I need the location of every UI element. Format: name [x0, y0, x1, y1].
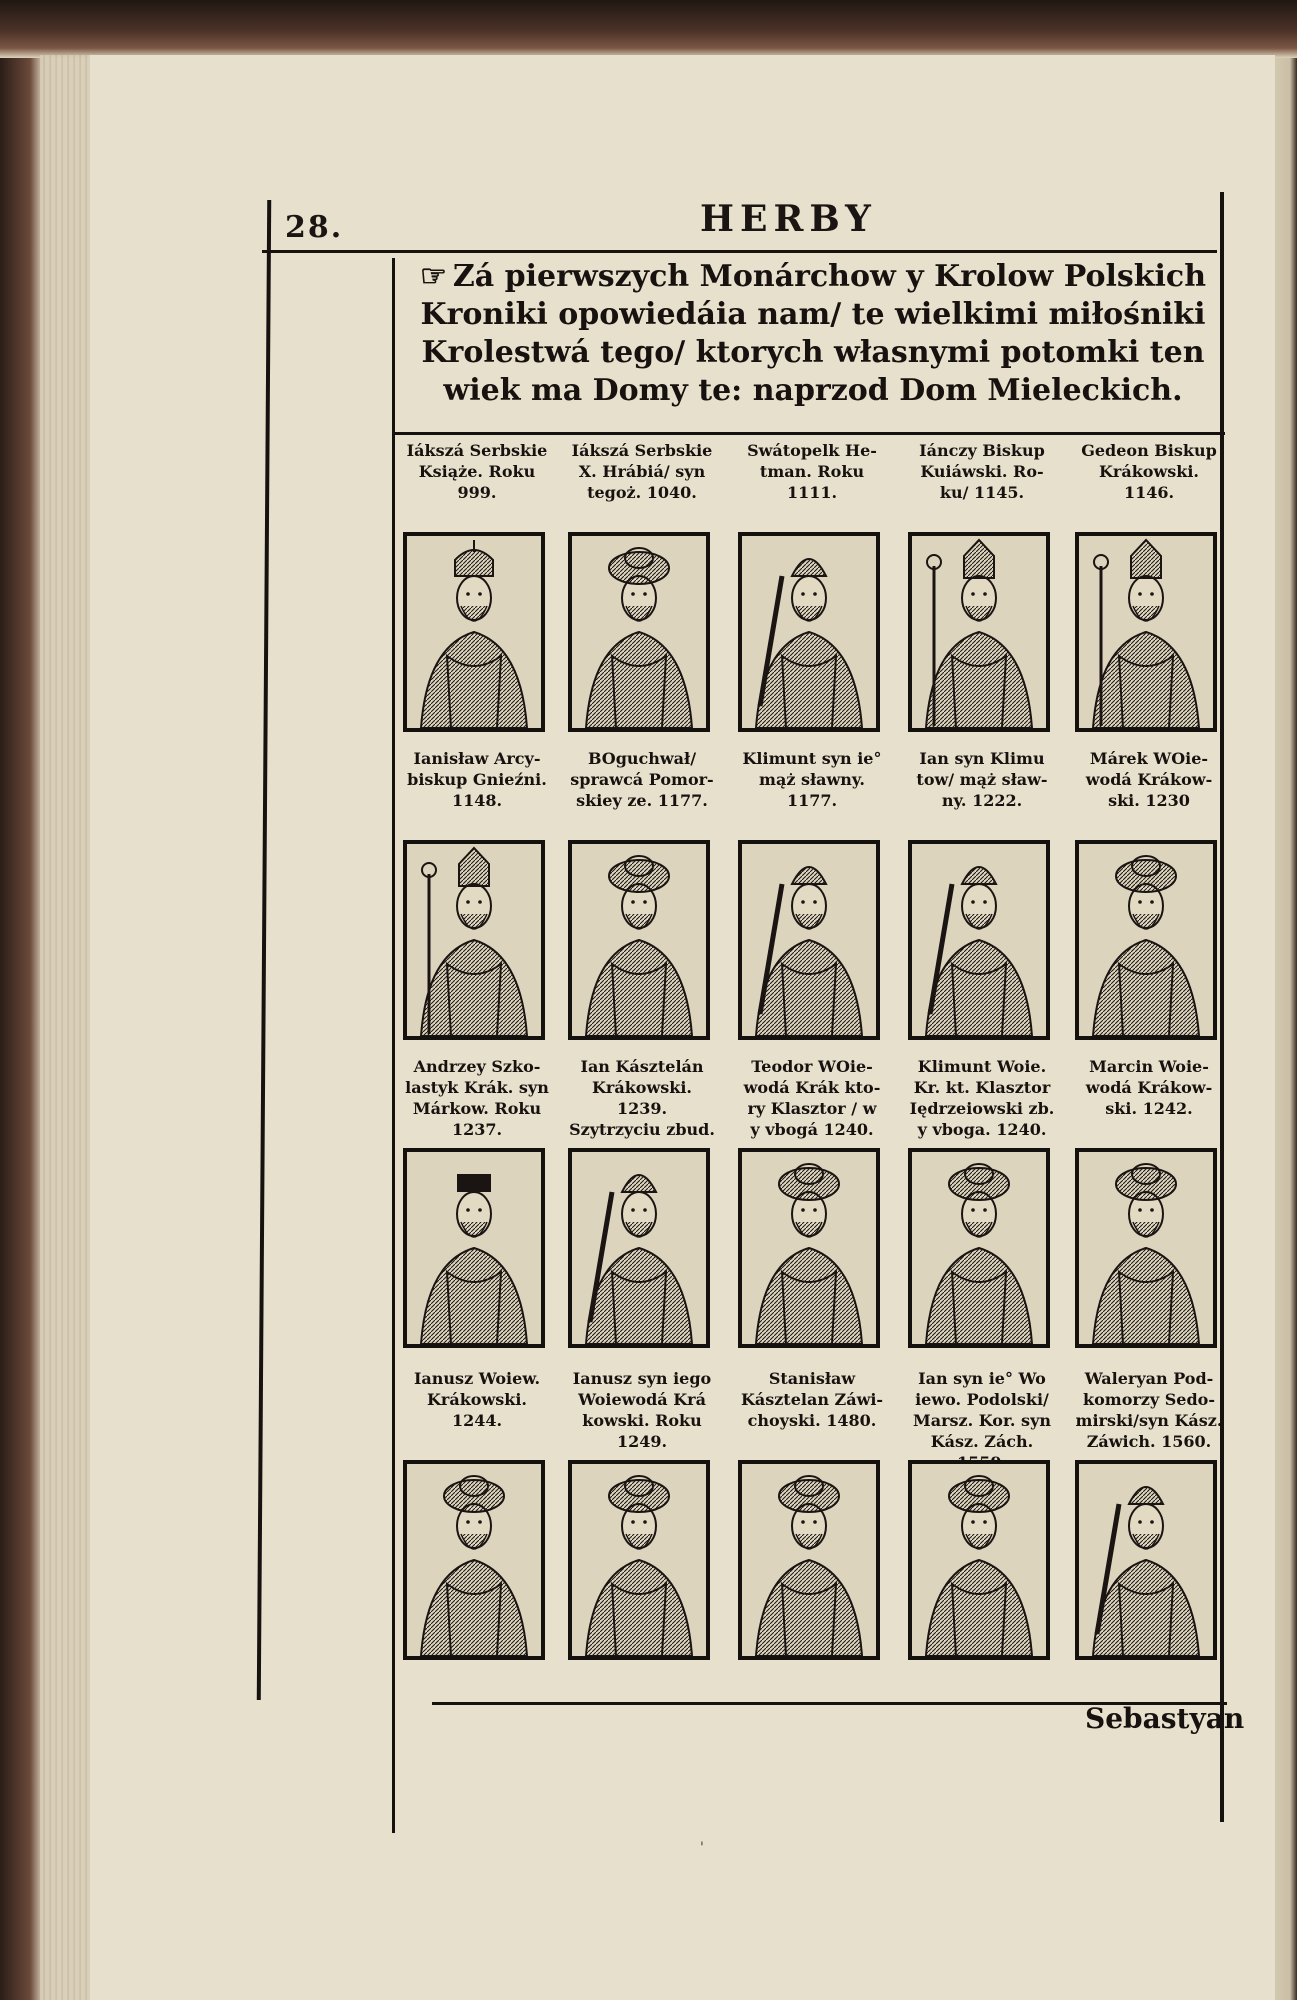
- portrait-cell: [730, 748, 890, 1048]
- woodcut-portrait: [738, 1148, 880, 1348]
- portrait-cell: [1067, 748, 1227, 1048]
- portrait-row: [395, 1368, 1235, 1668]
- portrait-row: [395, 440, 1235, 740]
- woodcut-portrait: [568, 840, 710, 1040]
- catchword: Sebastyan: [1085, 1702, 1245, 1735]
- portrait-caption: Gedeon Biskup Krákowski. 1146.: [1081, 441, 1217, 502]
- woodcut-portrait: [568, 532, 710, 732]
- portrait-caption: Marcin Woie- wodá Krákow- ski. 1242.: [1085, 1057, 1213, 1118]
- portrait-cell: [900, 748, 1060, 1048]
- header-rule: [262, 250, 1217, 253]
- page-number: 28.: [285, 210, 344, 245]
- portrait-cell: [1067, 1368, 1227, 1668]
- printer-mark: ': [700, 1840, 704, 1856]
- portrait-cell: [560, 440, 720, 740]
- manicule-icon: ☞: [419, 259, 447, 294]
- portrait-cell: [900, 1056, 1060, 1356]
- portrait-row: [395, 748, 1235, 1048]
- portrait-caption: Klimunt Woie. Kr. kt. Klasztor Iędrzeiowski zb. y vboga. 1240.: [909, 1057, 1055, 1139]
- portrait-cell: [730, 1368, 890, 1668]
- running-head: HERBY: [700, 198, 877, 240]
- portrait-cell: [395, 1056, 555, 1356]
- portrait-caption: Iánczy Biskup Kuiáwski. Ro- ku/ 1145.: [919, 441, 1045, 502]
- portrait-cell: [395, 1368, 555, 1668]
- portrait-caption: Andrzey Szko- lastyk Krák. syn Márkow. Roku 1237.: [405, 1057, 549, 1139]
- portrait-cell: [730, 1056, 890, 1356]
- portrait-caption: Waleryan Pod- komorzy Sedo- mirski/syn Kász. Záwich. 1560.: [1075, 1369, 1223, 1451]
- portrait-caption: Klimunt syn ie° mąż sławny. 1177.: [742, 749, 882, 810]
- portrait-caption: Ianisław Arcy- biskup Gnieźni. 1148.: [407, 749, 547, 810]
- portrait-caption: Ianusz Woiew. Krákowski. 1244.: [413, 1369, 541, 1430]
- woodcut-portrait: [403, 1148, 545, 1348]
- portrait-cell: [730, 440, 890, 740]
- intro-paragraph: [398, 258, 1228, 410]
- portrait-cell: [1067, 1056, 1227, 1356]
- woodcut-portrait: [908, 532, 1050, 732]
- portrait-cell: [395, 440, 555, 740]
- woodcut-portrait: [1075, 532, 1217, 732]
- portrait-cell: [560, 748, 720, 1048]
- woodcut-portrait: [908, 840, 1050, 1040]
- portrait-caption: Ian Kásztelán Krákowski. 1239. Szytrzyciu zbud.: [569, 1057, 715, 1139]
- woodcut-portrait: [403, 532, 545, 732]
- woodcut-portrait: [1075, 1148, 1217, 1348]
- portrait-cell: [560, 1056, 720, 1356]
- book-cover-top: [0, 0, 1297, 58]
- woodcut-portrait: [738, 532, 880, 732]
- woodcut-portrait: [568, 1460, 710, 1660]
- portrait-cell: [395, 748, 555, 1048]
- woodcut-portrait: [738, 840, 880, 1040]
- portrait-caption: Márek WOie- wodá Krákow- ski. 1230: [1085, 749, 1213, 810]
- portrait-cell: [1067, 440, 1227, 740]
- intro-text: Zá pierwszych Monárchow y Krolow Polskich Kroniki opowiedáia nam/ te wielkimi miłośniki Krolestwá tego/ ktorych własnymi potomki ten wiek ma Domy te: naprzod Dom Mieleckich.: [420, 259, 1207, 408]
- portrait-caption: Stanisław Kásztelan Záwi- choyski. 1480.: [740, 1369, 884, 1430]
- woodcut-portrait: [1075, 1460, 1217, 1660]
- portrait-caption: Iákszá Serbskie Książe. Roku 999.: [406, 441, 548, 502]
- portrait-row: [395, 1056, 1235, 1356]
- woodcut-portrait: [1075, 840, 1217, 1040]
- woodcut-portrait: [403, 1460, 545, 1660]
- portrait-caption: BOguchwał/ sprawcá Pomor- skiey ze. 1177.: [570, 749, 714, 810]
- portrait-caption: Iákszá Serbskie X. Hrábiá/ syn tegoż. 1040.: [571, 441, 713, 502]
- portrait-caption: Swátopelk He- tman. Roku 1111.: [747, 441, 877, 502]
- portrait-caption: Ian syn Klimu tow/ mąż sław- ny. 1222.: [916, 749, 1048, 810]
- portrait-grid: [395, 440, 1235, 1680]
- woodcut-portrait: [908, 1460, 1050, 1660]
- portrait-cell: [560, 1368, 720, 1668]
- woodcut-portrait: [908, 1148, 1050, 1348]
- woodcut-portrait: [403, 840, 545, 1040]
- portrait-caption: Ian syn ie° Wo iewo. Podolski/ Marsz. Kor. syn Kász. Zách.: [912, 1369, 1051, 1451]
- portrait-caption: Teodor WOie- wodá Krák kto- ry Klasztor / w y vbogá 1240.: [743, 1057, 881, 1139]
- intro-bottom-rule: [395, 432, 1225, 435]
- portrait-cell: [900, 440, 1060, 740]
- portrait-caption: Ianusz syn iego Woiewodá Krá kowski. Roku 1249.: [572, 1369, 712, 1451]
- woodcut-portrait: [738, 1460, 880, 1660]
- woodcut-portrait: [568, 1148, 710, 1348]
- portrait-cell: [900, 1368, 1060, 1668]
